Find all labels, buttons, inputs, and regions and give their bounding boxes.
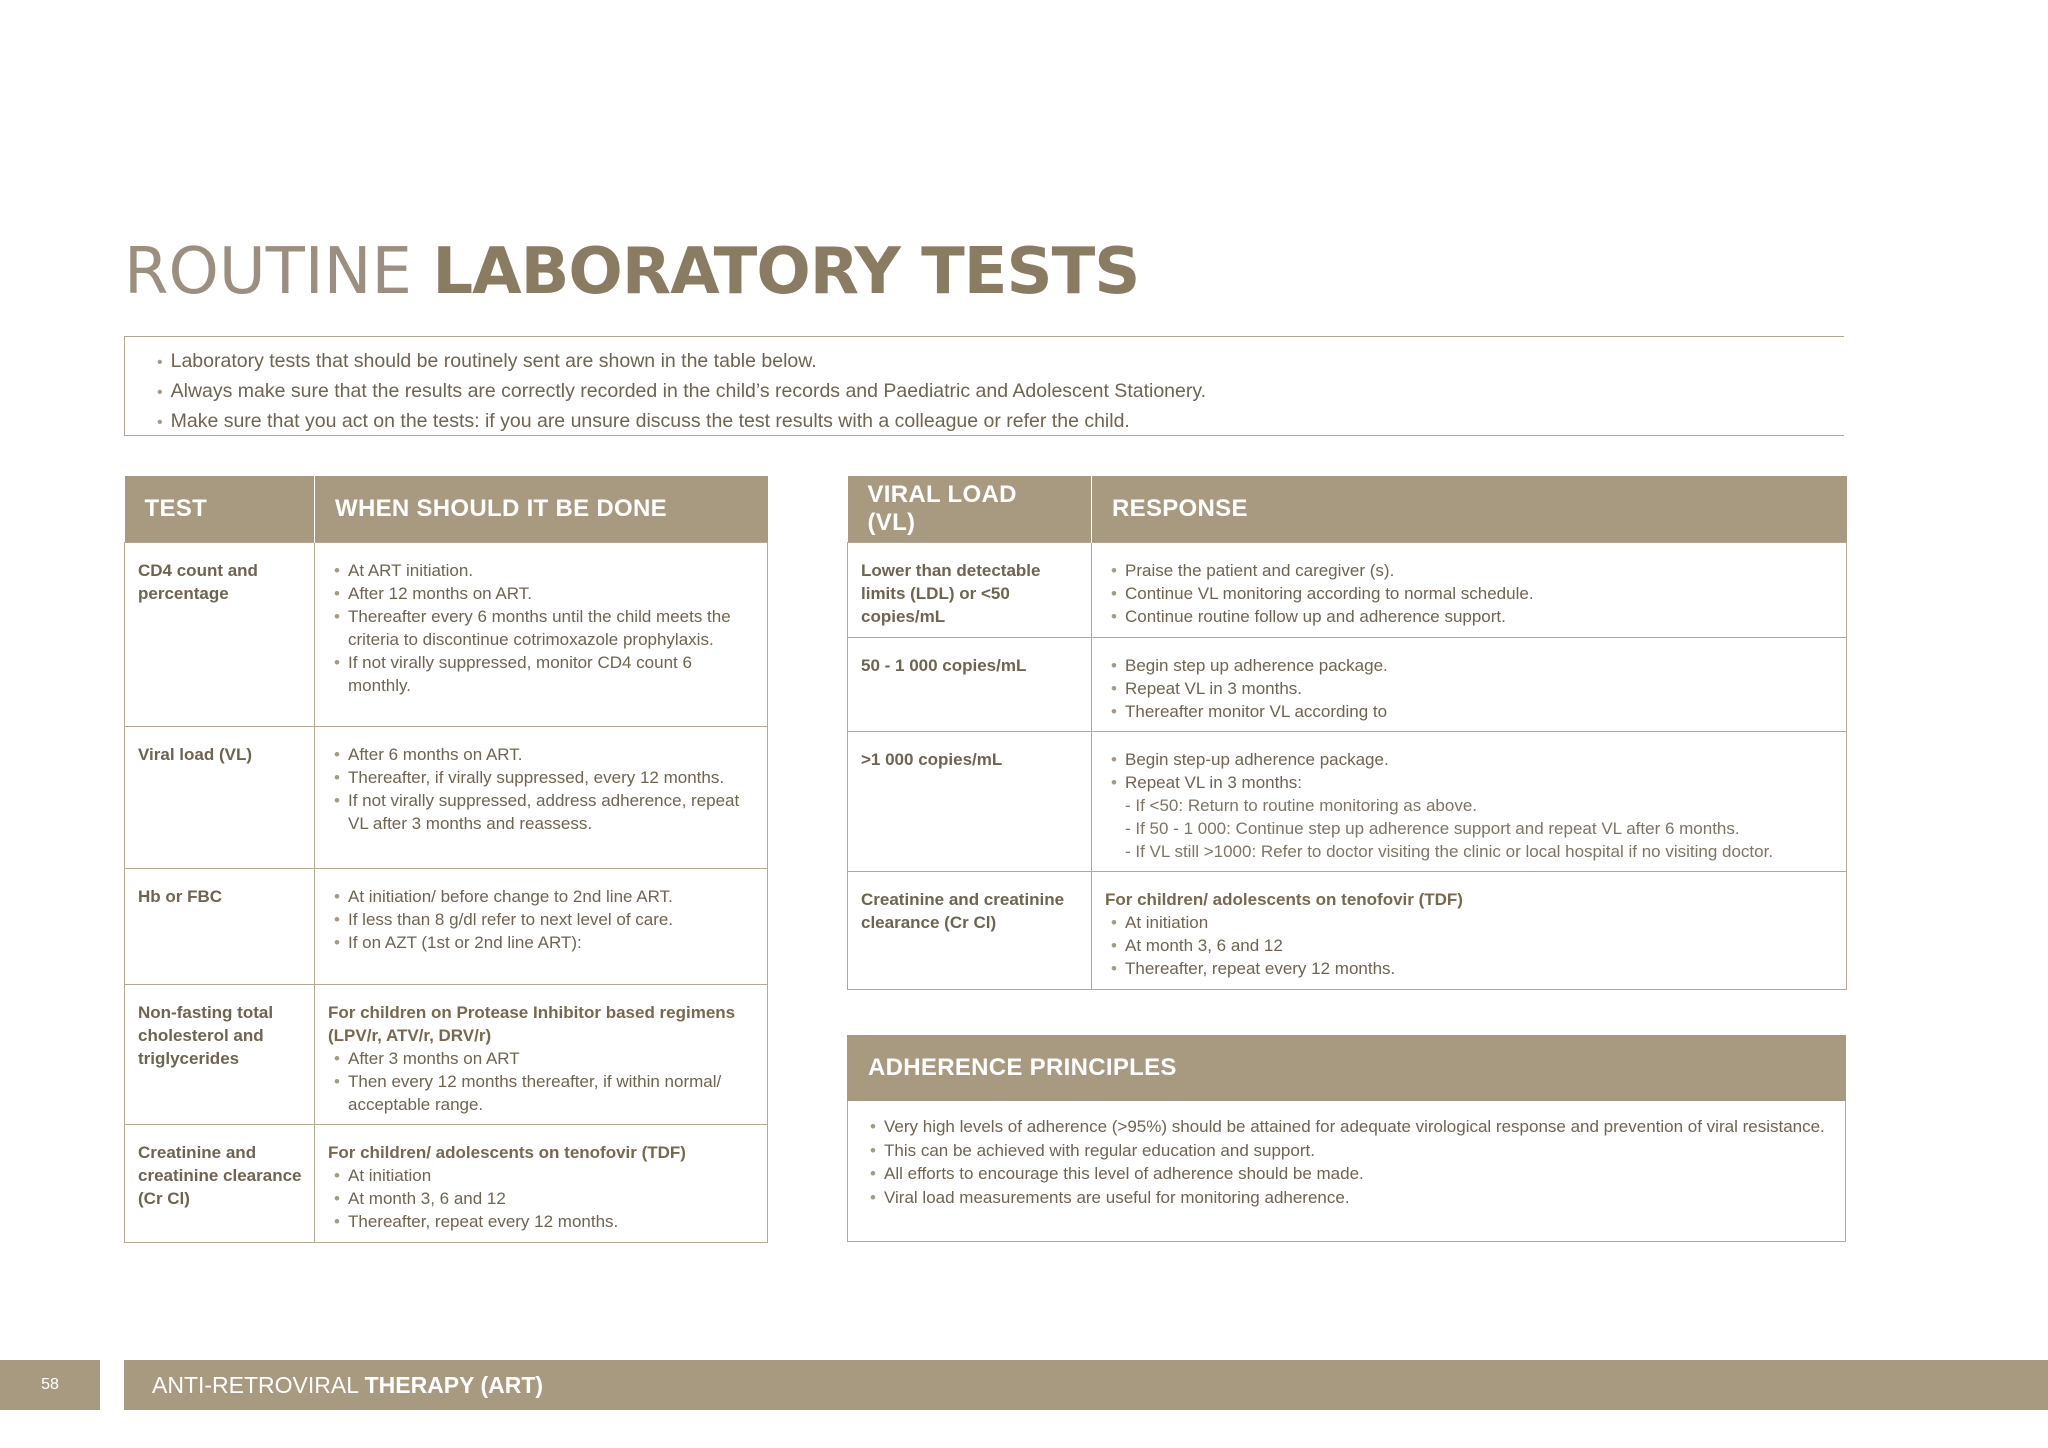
list-item: • Repeat VL in 3 months. <box>1105 677 1834 700</box>
vl-response <box>1092 732 1847 872</box>
vl-level: Lower than detectable limits (LDL) or <50 copies/mL <box>848 543 1092 638</box>
page-title <box>124 232 1139 312</box>
footer-section-bold: THERAPY (ART) <box>364 1372 544 1398</box>
intro-item: • Laboratory tests that should be routinely sent are shown in the table below. <box>157 347 1844 377</box>
test-when <box>315 1125 768 1243</box>
list-item: • Begin step-up adherence package. <box>1105 748 1834 771</box>
viral-load-table <box>847 476 1847 990</box>
list-item: • At month 3, 6 and 12 <box>1105 934 1834 957</box>
list-item: • All efforts to encourage this level of adherence should be made. <box>864 1162 1833 1186</box>
vl-header-response: RESPONSE <box>1092 476 1847 543</box>
table-row <box>848 543 1847 638</box>
test-name: CD4 count and percentage <box>125 543 315 727</box>
list-item: • Begin step up adherence package. <box>1105 654 1834 677</box>
page-title-bold: LABORATORY TESTS <box>432 235 1140 309</box>
list-item: • At initiation <box>1105 911 1834 934</box>
list-item: • After 3 months on ART <box>328 1047 755 1070</box>
list-item: • If not virally suppressed, address adherence, repeat VL after 3 months and reassess. <box>328 789 755 835</box>
regimen-subhead: For children/ adolescents on tenofovir (TDF) <box>1105 890 1463 909</box>
vl-response <box>1092 638 1847 732</box>
list-item: • After 6 months on ART. <box>328 743 755 766</box>
table-row <box>125 985 768 1125</box>
vl-response <box>1092 872 1847 990</box>
test-when <box>315 543 768 727</box>
table-row <box>125 727 768 869</box>
list-item: • Thereafter, repeat every 12 months. <box>1105 957 1834 980</box>
test-when <box>315 869 768 985</box>
adherence-box <box>847 1101 1846 1242</box>
vl-response <box>1092 543 1847 638</box>
list-item: • Thereafter monitor VL according to <box>1105 700 1834 723</box>
vl-level: Creatinine and creatinine clearance (Cr Cl) <box>848 872 1092 990</box>
list-item: • Continue VL monitoring according to normal schedule. <box>1105 582 1834 605</box>
sub-item: - If VL still >1000: Refer to doctor visiting the clinic or local hospital if no visiting doctor. <box>1125 842 1774 861</box>
test-name: Viral load (VL) <box>125 727 315 869</box>
vl-level: 50 - 1 000 copies/mL <box>848 638 1092 732</box>
test-when <box>315 985 768 1125</box>
tests-header-when: WHEN SHOULD IT BE DONE <box>315 476 768 543</box>
list-item: • If less than 8 g/dl refer to next level of care. <box>328 908 755 931</box>
list-item: • After 12 months on ART. <box>328 582 755 605</box>
list-item: • Praise the patient and caregiver (s). <box>1105 559 1834 582</box>
list-item: • If on AZT (1st or 2nd line ART): <box>328 931 755 954</box>
tests-table <box>124 476 768 1243</box>
table-row <box>848 872 1847 990</box>
list-item: • If not virally suppressed, monitor CD4 count 6 monthly. <box>328 651 755 697</box>
page-number: 58 <box>0 1360 100 1410</box>
list-item: • Viral load measurements are useful for monitoring adherence. <box>864 1186 1833 1210</box>
table-row <box>848 638 1847 732</box>
regimen-subhead: For children on Protease Inhibitor based regimens (LPV/r, ATV/r, DRV/r) <box>328 1003 736 1045</box>
table-row <box>125 543 768 727</box>
tests-header-test: TEST <box>125 476 315 543</box>
intro-item: • Make sure that you act on the tests: if you are unsure discuss the test results with a colleague or refer the child. <box>157 407 1844 437</box>
list-item: • Repeat VL in 3 months: <box>1105 771 1834 794</box>
test-when <box>315 727 768 869</box>
table-row <box>848 732 1847 872</box>
intro-box <box>124 336 1844 436</box>
regimen-subhead: For children/ adolescents on tenofovir (TDF) <box>328 1143 686 1162</box>
list-item: • At ART initiation. <box>328 559 755 582</box>
sub-item: - If 50 - 1 000: Continue step up adherence support and repeat VL after 6 months. <box>1125 819 1740 838</box>
table-row <box>125 1125 768 1243</box>
adherence-heading: ADHERENCE PRINCIPLES <box>847 1035 1846 1101</box>
list-item: • Thereafter, if virally suppressed, every 12 months. <box>328 766 755 789</box>
list-item: • Continue routine follow up and adherence support. <box>1105 605 1834 628</box>
page-title-light: ROUTINE <box>124 235 433 309</box>
footer-section-title <box>124 1360 2048 1410</box>
footer-section-light: ANTI-RETROVIRAL <box>152 1372 365 1398</box>
intro-item: • Always make sure that the results are correctly recorded in the child’s records and Paediatric and Adolescent Stationery. <box>157 377 1844 407</box>
test-name: Creatinine and creatinine clearance (Cr Cl) <box>125 1125 315 1243</box>
vl-header-viral-load: VIRAL LOAD (VL) <box>848 476 1092 543</box>
list-item: • Very high levels of adherence (>95%) should be attained for adequate virological response and prevention of viral resistance. <box>864 1115 1833 1139</box>
list-item: • Thereafter every 6 months until the child meets the criteria to discontinue cotrimoxazole prophylaxis. <box>328 605 755 651</box>
test-name: Non-fasting total cholesterol and triglycerides <box>125 985 315 1125</box>
list-item: • Thereafter, repeat every 12 months. <box>328 1210 755 1233</box>
test-name: Hb or FBC <box>125 869 315 985</box>
list-item: • This can be achieved with regular education and support. <box>864 1139 1833 1163</box>
table-row <box>125 869 768 985</box>
vl-level: >1 000 copies/mL <box>848 732 1092 872</box>
list-item: • Then every 12 months thereafter, if within normal/ acceptable range. <box>328 1070 755 1116</box>
list-item: • At initiation <box>328 1164 755 1187</box>
list-item: • At initiation/ before change to 2nd line ART. <box>328 885 755 908</box>
sub-item: - If <50: Return to routine monitoring as above. <box>1125 796 1478 815</box>
list-item: • At month 3, 6 and 12 <box>328 1187 755 1210</box>
